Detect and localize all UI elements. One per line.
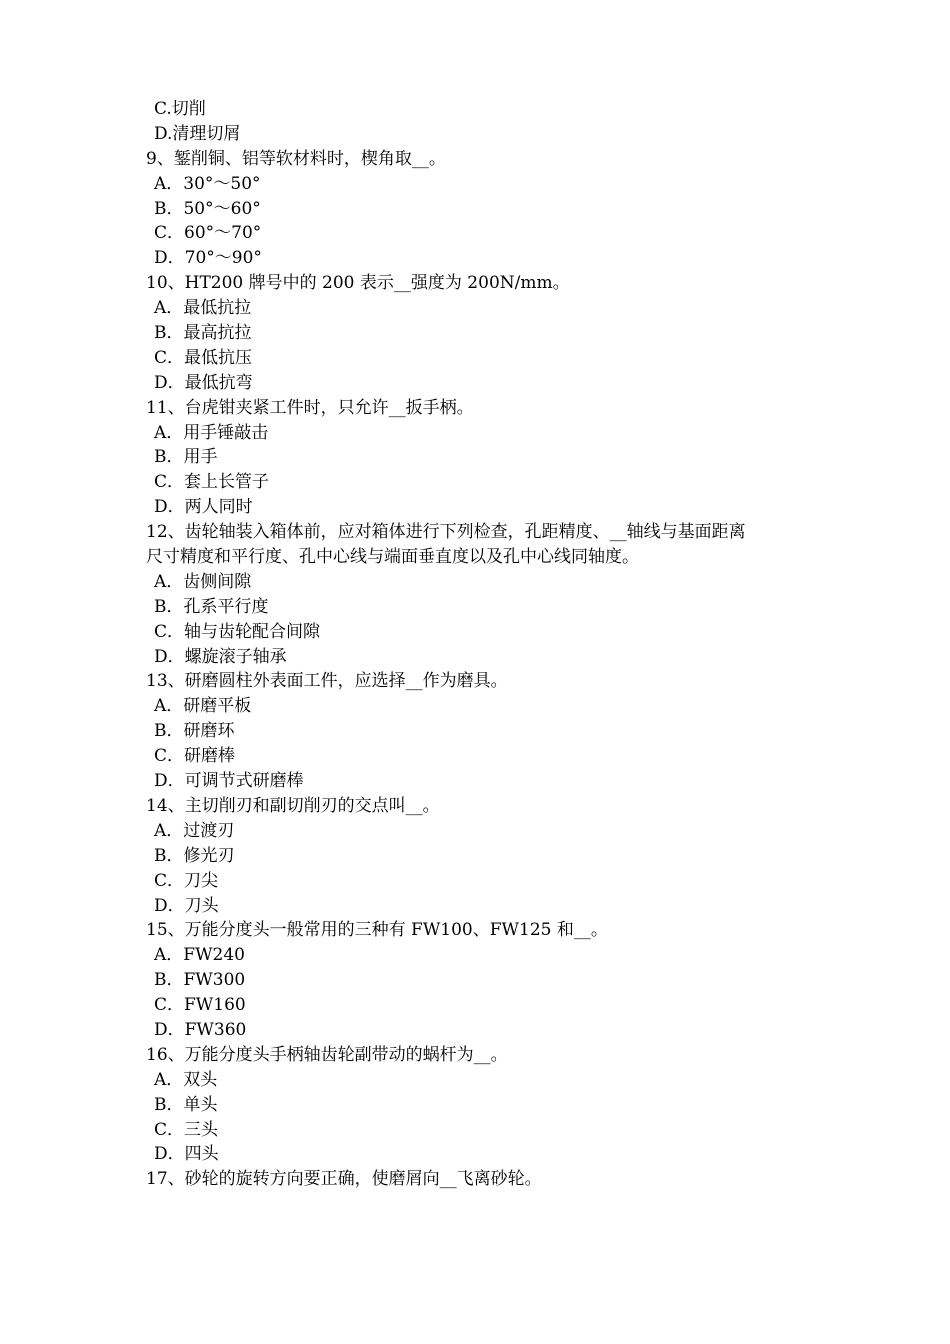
option-line: B．50°～60° — [154, 198, 261, 219]
option-line: D．四头 — [154, 1144, 219, 1165]
option-line: B．修光刃 — [154, 845, 235, 866]
option-line: C．FW160 — [154, 995, 246, 1016]
question-line: 12、齿轮轴装入箱体前，应对箱体进行下列检查，孔距精度、__轴线与基面距离 — [146, 522, 746, 543]
option-line: A．双头 — [154, 1069, 218, 1090]
option-line: D.清理切屑 — [154, 123, 241, 144]
option-line: B．研磨环 — [154, 721, 235, 742]
question-line: 15、万能分度头一般常用的三种有 FW100、FW125 和__。 — [146, 920, 608, 941]
option-line: B．用手 — [154, 447, 218, 468]
option-line: C．三头 — [154, 1119, 219, 1140]
question-line: 11、台虎钳夹紧工件时，只允许__扳手柄。 — [146, 397, 474, 418]
option-line: A．研磨平板 — [154, 696, 252, 717]
option-line: A．FW240 — [154, 945, 245, 966]
option-line: A．30°～50° — [154, 173, 261, 194]
question-line: 13、研磨圆柱外表面工件，应选择__作为磨具。 — [146, 671, 508, 692]
option-line: D．螺旋滚子轴承 — [154, 646, 287, 667]
question-list — [146, 97, 816, 1192]
question-line: 16、万能分度头手柄轴齿轮副带动的蜗杆为__。 — [146, 1044, 508, 1065]
option-line: D．最低抗弯 — [154, 372, 253, 393]
option-line: A．过渡刃 — [154, 820, 235, 841]
option-line: D．两人同时 — [154, 497, 253, 518]
question-line: 9、錾削铜、铝等软材料时，楔角取__。 — [146, 148, 446, 169]
option-line: C．60°～70° — [154, 223, 262, 244]
option-line: C．套上长管子 — [154, 472, 270, 493]
option-line: A．最低抗拉 — [154, 298, 252, 319]
option-line: C．研磨棒 — [154, 746, 236, 767]
option-line: C．刀尖 — [154, 870, 219, 891]
option-line: A．齿侧间隙 — [154, 571, 252, 592]
option-line: D．可调节式研磨棒 — [154, 771, 304, 792]
option-line: A．用手锤敲击 — [154, 422, 269, 443]
option-line: C．最低抗压 — [154, 347, 253, 368]
question-continuation-line: 尺寸精度和平行度、孔中心线与端面垂直度以及孔中心线同轴度。 — [146, 547, 639, 568]
option-line: B．孔系平行度 — [154, 596, 269, 617]
option-line: B．FW300 — [154, 970, 246, 991]
question-line: 14、主切削刃和副切削刃的交点叫__。 — [146, 795, 440, 816]
option-line: B．最高抗拉 — [154, 323, 252, 344]
option-line: C.切削 — [154, 99, 206, 119]
option-line: B．单头 — [154, 1094, 218, 1115]
option-line: C．轴与齿轮配合间隙 — [154, 621, 321, 642]
option-line: D．FW360 — [154, 1019, 247, 1040]
question-line: 17、砂轮的旋转方向要正确，使磨屑向__飞离砂轮。 — [146, 1169, 542, 1190]
option-line: D．刀头 — [154, 895, 219, 916]
question-line: 10、HT200 牌号中的 200 表示__强度为 200N/mm。 — [146, 273, 570, 294]
option-line: D．70°～90° — [154, 248, 262, 269]
